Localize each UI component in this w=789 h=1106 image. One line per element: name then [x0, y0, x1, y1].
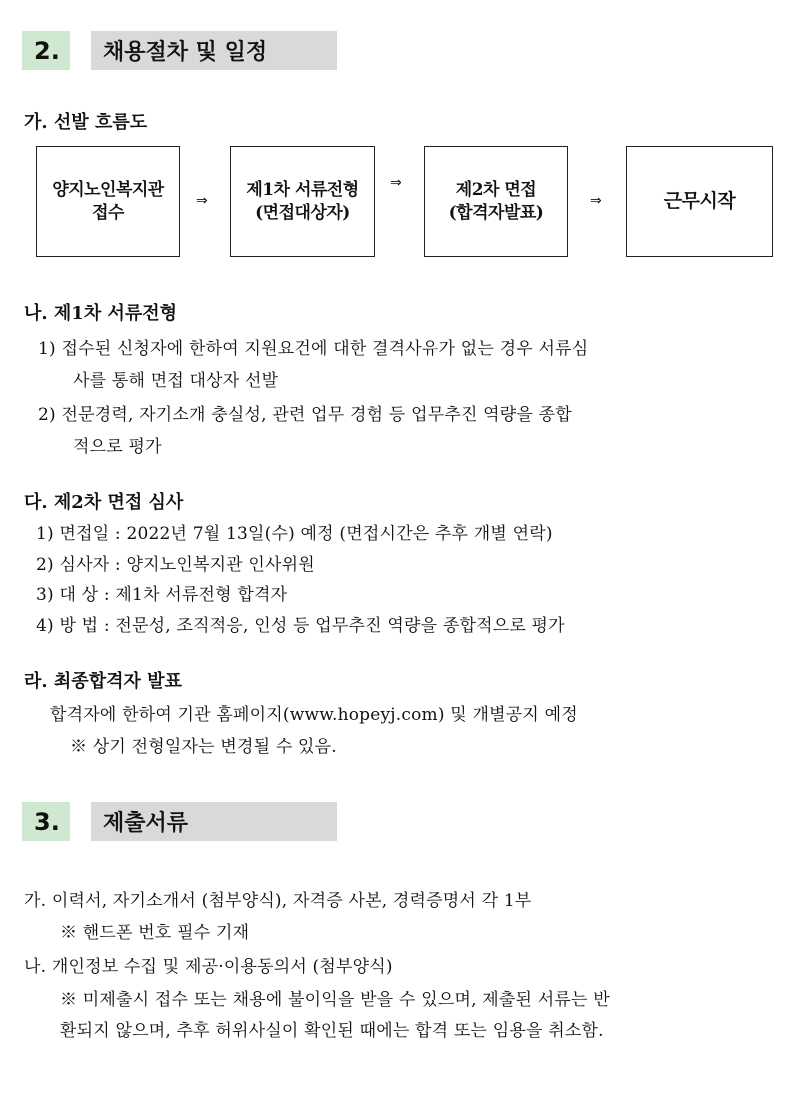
schedule-change-note: ※ 상기 전형일자는 변경될 수 있음.: [70, 737, 337, 757]
section-2-title: 채용절차 및 일정: [91, 31, 337, 70]
document-screening-heading: 나. 제1차 서류전형: [24, 303, 178, 324]
flow-step-line: 제1차 서류전형: [246, 180, 359, 201]
flow-step-line: 접수: [92, 202, 124, 223]
flow-step-line: (면접대상자): [255, 202, 350, 223]
section-3-number: 3.: [22, 802, 70, 841]
flow-step-line: 제2차 면접: [455, 180, 537, 201]
submission-warning-note-continuation: 환되지 않으며, 추후 허위사실이 확인된 때에는 합격 또는 임용을 취소함.: [60, 1021, 604, 1041]
flow-step-reception: [36, 146, 180, 257]
section-3-title: 제출서류: [91, 802, 337, 841]
list-item-continuation: 적으로 평가: [73, 437, 162, 457]
flow-step-start-work: [626, 146, 773, 257]
list-item: 3) 대 상 : 제1차 서류전형 합격자: [36, 585, 288, 605]
list-item: 2) 전문경력, 자기소개 충실성, 관련 업무 경험 등 업무추진 역량을 종합: [38, 405, 572, 425]
list-item: 1) 접수된 신청자에 한하여 지원요건에 대한 결격사유가 없는 경우 서류심: [38, 339, 589, 359]
flow-heading: 가. 선발 흐름도: [24, 112, 148, 133]
flow-step-line: 근무시작: [663, 190, 736, 213]
flow-arrow-icon: ⇒: [196, 193, 208, 209]
list-item: 2) 심사자 : 양지노인복지관 인사위원: [36, 555, 315, 575]
list-item: 1) 면접일 : 2022년 7월 13일(수) 예정 (면접시간은 추후 개별 연락): [36, 524, 553, 544]
interview-heading: 다. 제2차 면접 심사: [24, 492, 184, 513]
required-documents-item: 가. 이력서, 자기소개서 (첨부양식), 자격증 사본, 경력증명서 각 1부: [24, 891, 532, 911]
flow-step-document-screening: [230, 146, 375, 257]
list-item-continuation: 사를 통해 면접 대상자 선발: [73, 371, 279, 391]
final-announcement-heading: 라. 최종합격자 발표: [24, 671, 182, 692]
consent-form-item: 나. 개인정보 수집 및 제공·이용동의서 (첨부양식): [24, 957, 393, 977]
flow-arrow-icon: ⇒: [390, 175, 402, 191]
submission-warning-note: ※ 미제출시 접수 또는 채용에 불이익을 받을 수 있으며, 제출된 서류는 반: [60, 990, 610, 1010]
flow-arrow-icon: ⇒: [590, 193, 602, 209]
list-item: 4) 방 법 : 전문성, 조직적응, 인성 등 업무추진 역량을 종합적으로 평가: [36, 616, 565, 636]
required-documents-note: ※ 핸드폰 번호 필수 기재: [60, 923, 250, 943]
flow-step-line: (합격자발표): [448, 202, 544, 223]
final-announcement-text: 합격자에 한하여 기관 홈페이지(www.hopeyj.com) 및 개별공지 예정: [50, 705, 578, 725]
section-2-number: 2.: [22, 31, 70, 70]
flow-step-line: 양지노인복지관: [52, 180, 164, 201]
flow-step-interview: [424, 146, 568, 257]
